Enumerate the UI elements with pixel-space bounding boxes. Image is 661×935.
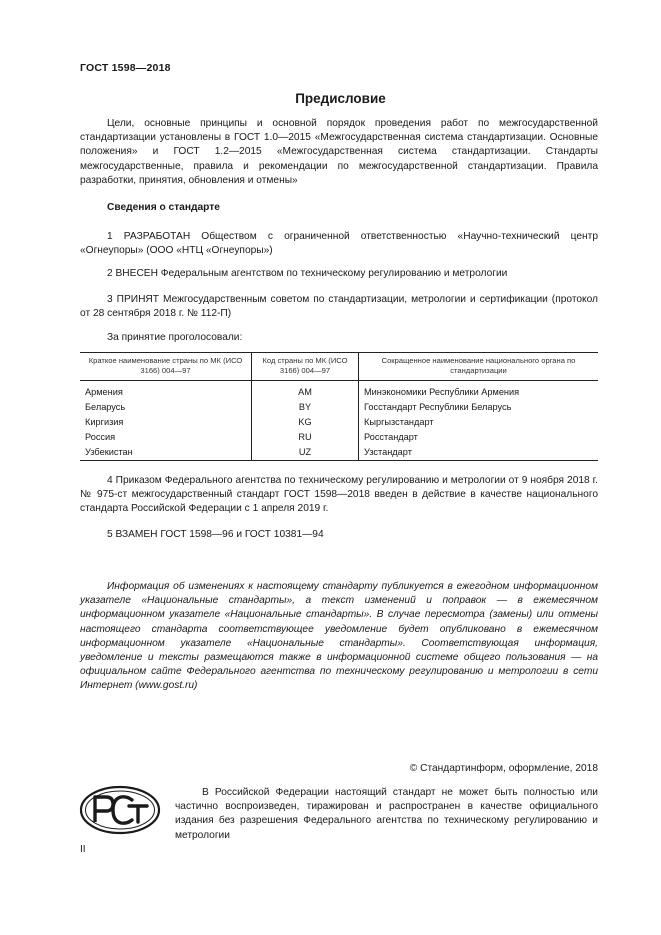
rights-notice: В Российской Федерации настоящий стандарт не может быть полностью или частично воспроизведен, тиражирован и распространен в качестве официального издания без разрешения Федерального агентства по техническому регулированию и метрологии [175,787,598,841]
copyright-line: © Стандартинформ, оформление, 2018 [409,763,598,774]
voted-label: За принятие проголосовали: [107,332,243,343]
country-cell: Киргизия [85,417,124,427]
country-cell: Узбекистан [80,445,252,461]
table-row [80,400,598,415]
document-header: ГОСТ 1598—2018 [80,62,171,74]
item-replaces: 5 ВЗАМЕН ГОСТ 1598—96 и ГОСТ 10381—94 [107,529,324,540]
body-cell: Кыргызстандарт [359,415,599,430]
table-row [80,415,598,430]
country-cell: Россия [85,432,116,442]
country-cell: Беларусь [85,402,126,412]
voting-table [80,352,598,461]
code-cell: UZ [252,445,359,461]
body-cell: Узстандарт [359,445,599,461]
table-header-country: Краткое наименование страны по МК (ИСО 3166) 004—97 [80,353,252,381]
code-cell: RU [252,430,359,445]
body-cell: Госстандарт Республики Беларусь [359,400,599,415]
table-row [80,445,598,461]
table-row [80,430,598,445]
changes-notice: Информация об изменениях к настоящему стандарту публикуется в ежегодном информационном указателе «Национальные стандарты», а текст изменений и поправок — в ежемесячном информационном указателе «Национальные стандарты». В случае пересмотра (замены) или отмены настоящего стандарта соответствующее уведомление будет опубликовано в ежемесячном информационном указателе «Национальные стандарты». Соответствующая информация, уведомление и тексты размещаются также в информационной системе общего пользования — на официальном сайте Федерального агентства по техническому регулированию и метрологии в сети Интернет (www.gost.ru) [80,581,598,692]
item-adopted: 3 ПРИНЯТ Межгосударственным советом по стандартизации, метрологии и сертификации (протокол от 28 сентября 2018 г. № 112-П) [80,294,598,320]
table-header-body: Сокращенное наименование национального органа по стандартизации [359,353,599,381]
code-cell: AM [252,381,359,401]
item-enacted: 4 Приказом Федерального агентства по техническому регулированию и метрологии от 9 ноября 2018 г. № 975-ст межгосударственный стандарт ГОСТ 1598—2018 введен в действие в качестве национального стандарта Российской Федерации с 1 апреля 2019 г. [80,475,598,515]
item-developed: 1 РАЗРАБОТАН Обществом с ограниченной ответственностью «Научно-технический центр «Огнеупоры» (ООО «НТЦ «Огнеупоры») [80,231,598,257]
table-header-row [80,353,598,381]
info-heading: Сведения о стандарте [107,202,220,213]
page-number: II [80,844,86,855]
rst-mark-icon [79,785,161,835]
code-cell: BY [252,400,359,415]
intro-paragraph: Цели, основные принципы и основной порядок проведения работ по межгосударственной стандартизации установлены в ГОСТ 1.0—2015 «Межгосударственная система стандартизации. Основные положения» и ГОСТ 1.2—2015 «Межгосударственная система стандартизации. Стандарты межгосударственные, правила и рекомендации по межгосударственной стандартизации. Правила разработки, принятия, обновления и отмены» [80,118,598,186]
body-cell: Минэкономики Республики Армения [359,381,599,401]
item-introduced: 2 ВНЕСЕН Федеральным агентством по техническому регулированию и метрологии [107,268,508,279]
page-title: Предисловие [295,91,386,106]
code-cell: KG [252,415,359,430]
table-header-code: Код страны по МК (ИСО 3166) 004—97 [252,353,359,381]
country-cell: Армения [85,387,123,397]
table-row [80,381,598,401]
body-cell: Росстандарт [359,430,599,445]
